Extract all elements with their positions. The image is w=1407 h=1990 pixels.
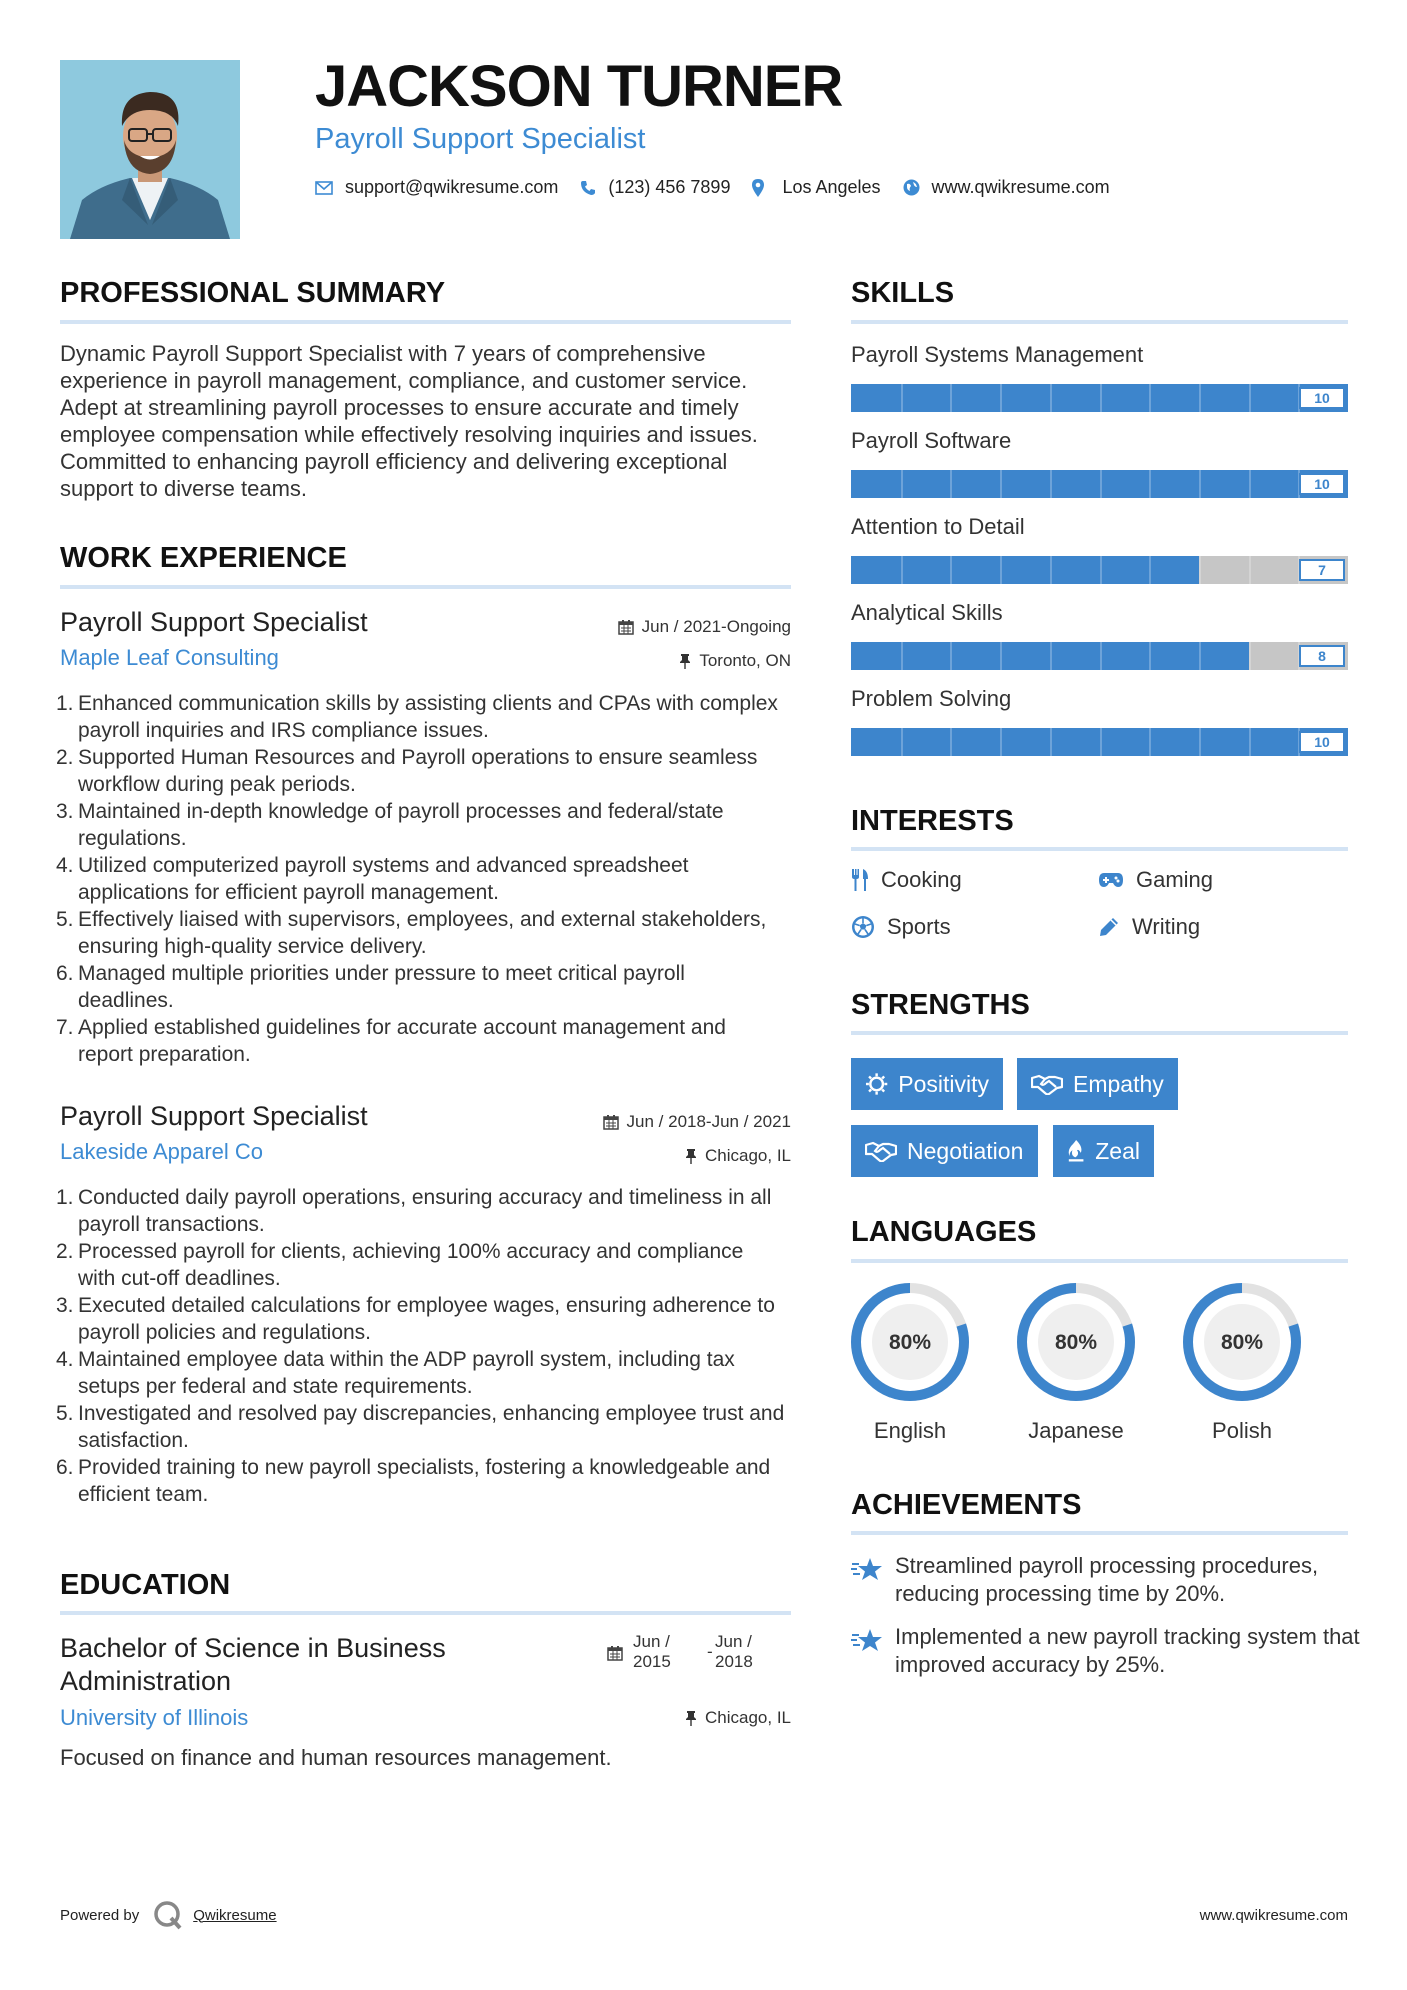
skill-label: Problem Solving <box>851 686 1012 711</box>
pushpin-icon <box>679 653 691 669</box>
skill-bar-segment <box>1199 384 1201 412</box>
skill-bar-segment <box>1000 470 1002 498</box>
skill-score: 10 <box>1299 473 1345 495</box>
star-award-icon <box>851 1627 883 1655</box>
contact-bar <box>315 177 1132 198</box>
skill-bar-segment <box>1249 384 1251 412</box>
language-percent: 80% <box>1220 1331 1264 1354</box>
utensils-icon <box>851 868 869 892</box>
list-item: 6. Provided training to new payroll specialists, fostering a knowledgeable and efficient team. <box>56 1456 771 1506</box>
language-ring <box>848 1280 972 1404</box>
calendar-icon <box>618 619 634 635</box>
skill-score: 10 <box>1299 731 1345 753</box>
skill-bar-segment <box>1249 728 1251 756</box>
summary-rule <box>60 320 791 324</box>
skill-bar-segment <box>950 642 952 670</box>
list-item: 4. Maintained employee data within the ADP payroll system, including tax setups per federal and state requirements. <box>56 1348 735 1398</box>
skill-bar-segment <box>1149 384 1151 412</box>
language-percent: 80% <box>1054 1331 1098 1354</box>
footer-website[interactable]: www.qwikresume.com <box>1199 1907 1348 1924</box>
edu-end-year: 2018 <box>715 1652 753 1671</box>
achievement-item: Implemented a new payroll tracking system that improved accuracy by 25%. <box>851 1623 1361 1679</box>
skill-bar-segment <box>1199 728 1201 756</box>
experience-heading: WORK EXPERIENCE <box>60 542 347 574</box>
skill-bar-segment <box>1000 556 1002 584</box>
interests-rule <box>851 847 1348 851</box>
skill-bar-segment <box>950 470 952 498</box>
interest-item: Writing <box>1098 914 1200 940</box>
handshake-icon <box>865 1140 897 1162</box>
skill-bar-segment <box>1249 556 1251 584</box>
location-text: Los Angeles <box>782 177 881 197</box>
skill-label: Analytical Skills <box>851 600 1003 625</box>
skill-bar-segment <box>1199 556 1201 584</box>
language-name: Polish <box>1212 1418 1272 1443</box>
skill-bar-segment <box>1000 642 1002 670</box>
skill-bar <box>851 470 1348 498</box>
skill-bar-segment <box>901 384 903 412</box>
job-dates: Jun / 2021-Ongoing <box>618 617 791 637</box>
language-ring <box>1180 1280 1304 1404</box>
sun-icon <box>865 1072 888 1096</box>
skill-bar-segment <box>1100 556 1102 584</box>
list-item: 3. Executed detailed calculations for employee wages, ensuring adherence to payroll policies and regulations. <box>56 1294 775 1344</box>
skill-bar-segment <box>1100 384 1102 412</box>
calendar-icon <box>607 1645 623 1661</box>
email-text: support@qwikresume.com <box>345 177 559 197</box>
candidate-name: JACKSON TURNER <box>315 54 843 119</box>
list-item: 5. Investigated and resolved pay discrepancies, enhancing employee trust and satisfaction. <box>56 1402 785 1452</box>
skill-score: 10 <box>1299 387 1345 409</box>
skill-bar-segment <box>901 642 903 670</box>
skill-bar-segment <box>1149 470 1151 498</box>
education-location: Chicago, IL <box>685 1708 791 1728</box>
skill-score: 7 <box>1299 559 1345 581</box>
job-title: Payroll Support Specialist <box>60 607 368 637</box>
education-rule <box>60 1611 791 1615</box>
list-item: 2. Processed payroll for clients, achieving 100% accuracy and compliance with cut-off deadlines. <box>56 1240 744 1290</box>
language-name: Japanese <box>1028 1418 1124 1443</box>
skill-bar-segment <box>950 384 952 412</box>
languages-heading: LANGUAGES <box>851 1216 1037 1248</box>
interest-item: Sports <box>851 914 951 940</box>
list-item: 5. Effectively liaised with supervisors, employees, and external stakeholders, ensuring high-quality service delivery. <box>56 908 767 958</box>
interests-heading: INTERESTS <box>851 805 1014 837</box>
skill-bar-segment <box>1249 642 1251 670</box>
language-item <box>1014 1280 1138 1444</box>
language-item <box>1180 1280 1304 1444</box>
achievements-rule <box>851 1531 1348 1535</box>
envelope-icon <box>315 181 333 195</box>
qwikresume-link[interactable]: Qwikresume <box>193 1906 277 1924</box>
experience-rule <box>60 585 791 589</box>
skill-label: Attention to Detail <box>851 514 1025 539</box>
company-name[interactable]: Maple Leaf Consulting <box>60 645 279 670</box>
skills-heading: SKILLS <box>851 277 955 309</box>
strength-badge: Empathy <box>1017 1058 1178 1110</box>
skill-label: Payroll Software <box>851 428 1012 453</box>
skill-bar-segment <box>1149 556 1151 584</box>
skill-bar-segment <box>1050 470 1052 498</box>
pushpin-icon <box>685 1148 697 1164</box>
skill-bar-segment <box>950 728 952 756</box>
footer-powered-by: Powered by Qwikresume <box>60 1900 277 1930</box>
skills-rule <box>851 320 1348 324</box>
job-dates: Jun / 2018-Jun / 2021 <box>603 1112 791 1132</box>
skill-bar-segment <box>901 556 903 584</box>
education-heading: EDUCATION <box>60 1569 231 1601</box>
skill-bar-segment <box>1050 728 1052 756</box>
contact-email[interactable] <box>315 177 558 198</box>
gamepad-icon <box>1098 871 1124 889</box>
school-name[interactable]: University of Illinois <box>60 1705 249 1730</box>
skill-bar-segment <box>1149 728 1151 756</box>
skill-bar-segment <box>901 728 903 756</box>
edu-date-dash: - <box>707 1642 713 1661</box>
skill-bar-fill <box>851 556 1199 584</box>
skill-bar-segment <box>1050 556 1052 584</box>
strengths-rule <box>851 1031 1348 1035</box>
skill-bar-segment <box>1149 642 1151 670</box>
job-bullets <box>56 690 786 1068</box>
job-location: Chicago, IL <box>685 1146 791 1166</box>
language-name: English <box>873 1418 947 1443</box>
languages-rule <box>851 1259 1348 1263</box>
phone-text: (123) 456 7899 <box>608 177 731 197</box>
edu-start-month: Jun / <box>633 1632 670 1651</box>
strength-badge: Positivity <box>851 1058 1003 1110</box>
contact-website[interactable] <box>903 177 1110 198</box>
summary-heading: PROFESSIONAL SUMMARY <box>60 277 446 309</box>
skill-bar-segment <box>1100 642 1102 670</box>
handshake-icon <box>1031 1073 1063 1095</box>
language-item <box>848 1280 972 1444</box>
skill-bar <box>851 728 1348 756</box>
strength-badge: Negotiation <box>851 1125 1038 1177</box>
contact-location <box>752 177 880 198</box>
website-text: www.qwikresume.com <box>931 177 1110 197</box>
skill-bar-segment <box>1100 470 1102 498</box>
list-item: 1. Conducted daily payroll operations, ensuring accuracy and timeliness in all payroll transactions. <box>56 1186 772 1236</box>
skill-bar-segment <box>1000 384 1002 412</box>
job-location: Toronto, ON <box>679 651 791 671</box>
skill-bar-segment <box>1000 728 1002 756</box>
map-pin-icon <box>752 179 764 197</box>
language-percent: 80% <box>888 1331 932 1354</box>
globe-icon <box>903 179 920 196</box>
list-item: 6. Managed multiple priorities under pressure to meet critical payroll deadlines. <box>56 962 685 1012</box>
profile-photo <box>60 60 240 239</box>
list-item: 4. Utilized computerized payroll systems and advanced spreadsheet applications for efficient payroll management. <box>56 854 689 904</box>
skill-bar <box>851 642 1348 670</box>
achievement-item: Streamlined payroll processing procedures, reducing processing time by 20%. <box>851 1552 1361 1608</box>
skill-bar-segment <box>1050 384 1052 412</box>
job-title: Payroll Support Specialist <box>60 1101 368 1131</box>
strength-badge: Zeal <box>1053 1125 1154 1177</box>
list-item: 7. Applied established guidelines for accurate account management and report preparation. <box>56 1016 726 1066</box>
pushpin-icon <box>685 1710 697 1726</box>
calendar-icon <box>603 1114 619 1130</box>
company-name[interactable]: Lakeside Apparel Co <box>60 1139 264 1164</box>
skill-bar-segment <box>950 556 952 584</box>
skill-bar-segment <box>1199 642 1201 670</box>
skill-bar-segment <box>1100 728 1102 756</box>
edu-end-month: Jun / <box>715 1632 752 1651</box>
pencil-icon <box>1098 916 1120 938</box>
interest-item: Gaming <box>1098 867 1213 893</box>
candidate-title: Payroll Support Specialist <box>315 123 646 155</box>
language-ring <box>1014 1280 1138 1404</box>
edu-start-year: 2015 <box>633 1652 671 1671</box>
skill-label: Payroll Systems Management <box>851 342 1144 367</box>
achievements-heading: ACHIEVEMENTS <box>851 1489 1082 1521</box>
qwikresume-logo-icon <box>153 1900 183 1930</box>
education-description: Focused on finance and human resources management. <box>60 1745 612 1770</box>
skill-bar-segment <box>901 470 903 498</box>
skill-bar-segment <box>1249 470 1251 498</box>
strengths-heading: STRENGTHS <box>851 989 1030 1021</box>
skill-bar <box>851 384 1348 412</box>
star-award-icon <box>851 1556 883 1584</box>
summary-text: Dynamic Payroll Support Specialist with 7 years of comprehensive experience in payroll management, compliance, and customer service. Adept at streamlining payroll processes to ensure accurate and timely employee compensation while effectively resolving inquiries and issues. Committed to enhancing payroll efficiency and delivering exceptional support to diverse teams. <box>60 341 758 501</box>
job-bullets <box>56 1184 786 1508</box>
phone-icon <box>580 180 596 196</box>
fire-icon <box>1067 1138 1085 1164</box>
contact-phone[interactable] <box>580 177 730 198</box>
list-item: 2. Supported Human Resources and Payroll operations to ensure seamless workflow during peak periods. <box>56 746 758 796</box>
skill-bar-segment <box>1199 470 1201 498</box>
skill-bar <box>851 556 1348 584</box>
skill-bar-segment <box>1050 642 1052 670</box>
list-item: 3. Maintained in-depth knowledge of payroll processes and federal/state regulations. <box>56 800 724 850</box>
skill-score: 8 <box>1299 645 1345 667</box>
degree-title: Bachelor of Science in Business Administration <box>60 1633 446 1696</box>
list-item: 1. Enhanced communication skills by assisting clients and CPAs with complex payroll inquiries and IRS compliance issues. <box>56 692 778 742</box>
interest-item: Cooking <box>851 867 962 893</box>
soccer-ball-icon <box>851 915 875 939</box>
